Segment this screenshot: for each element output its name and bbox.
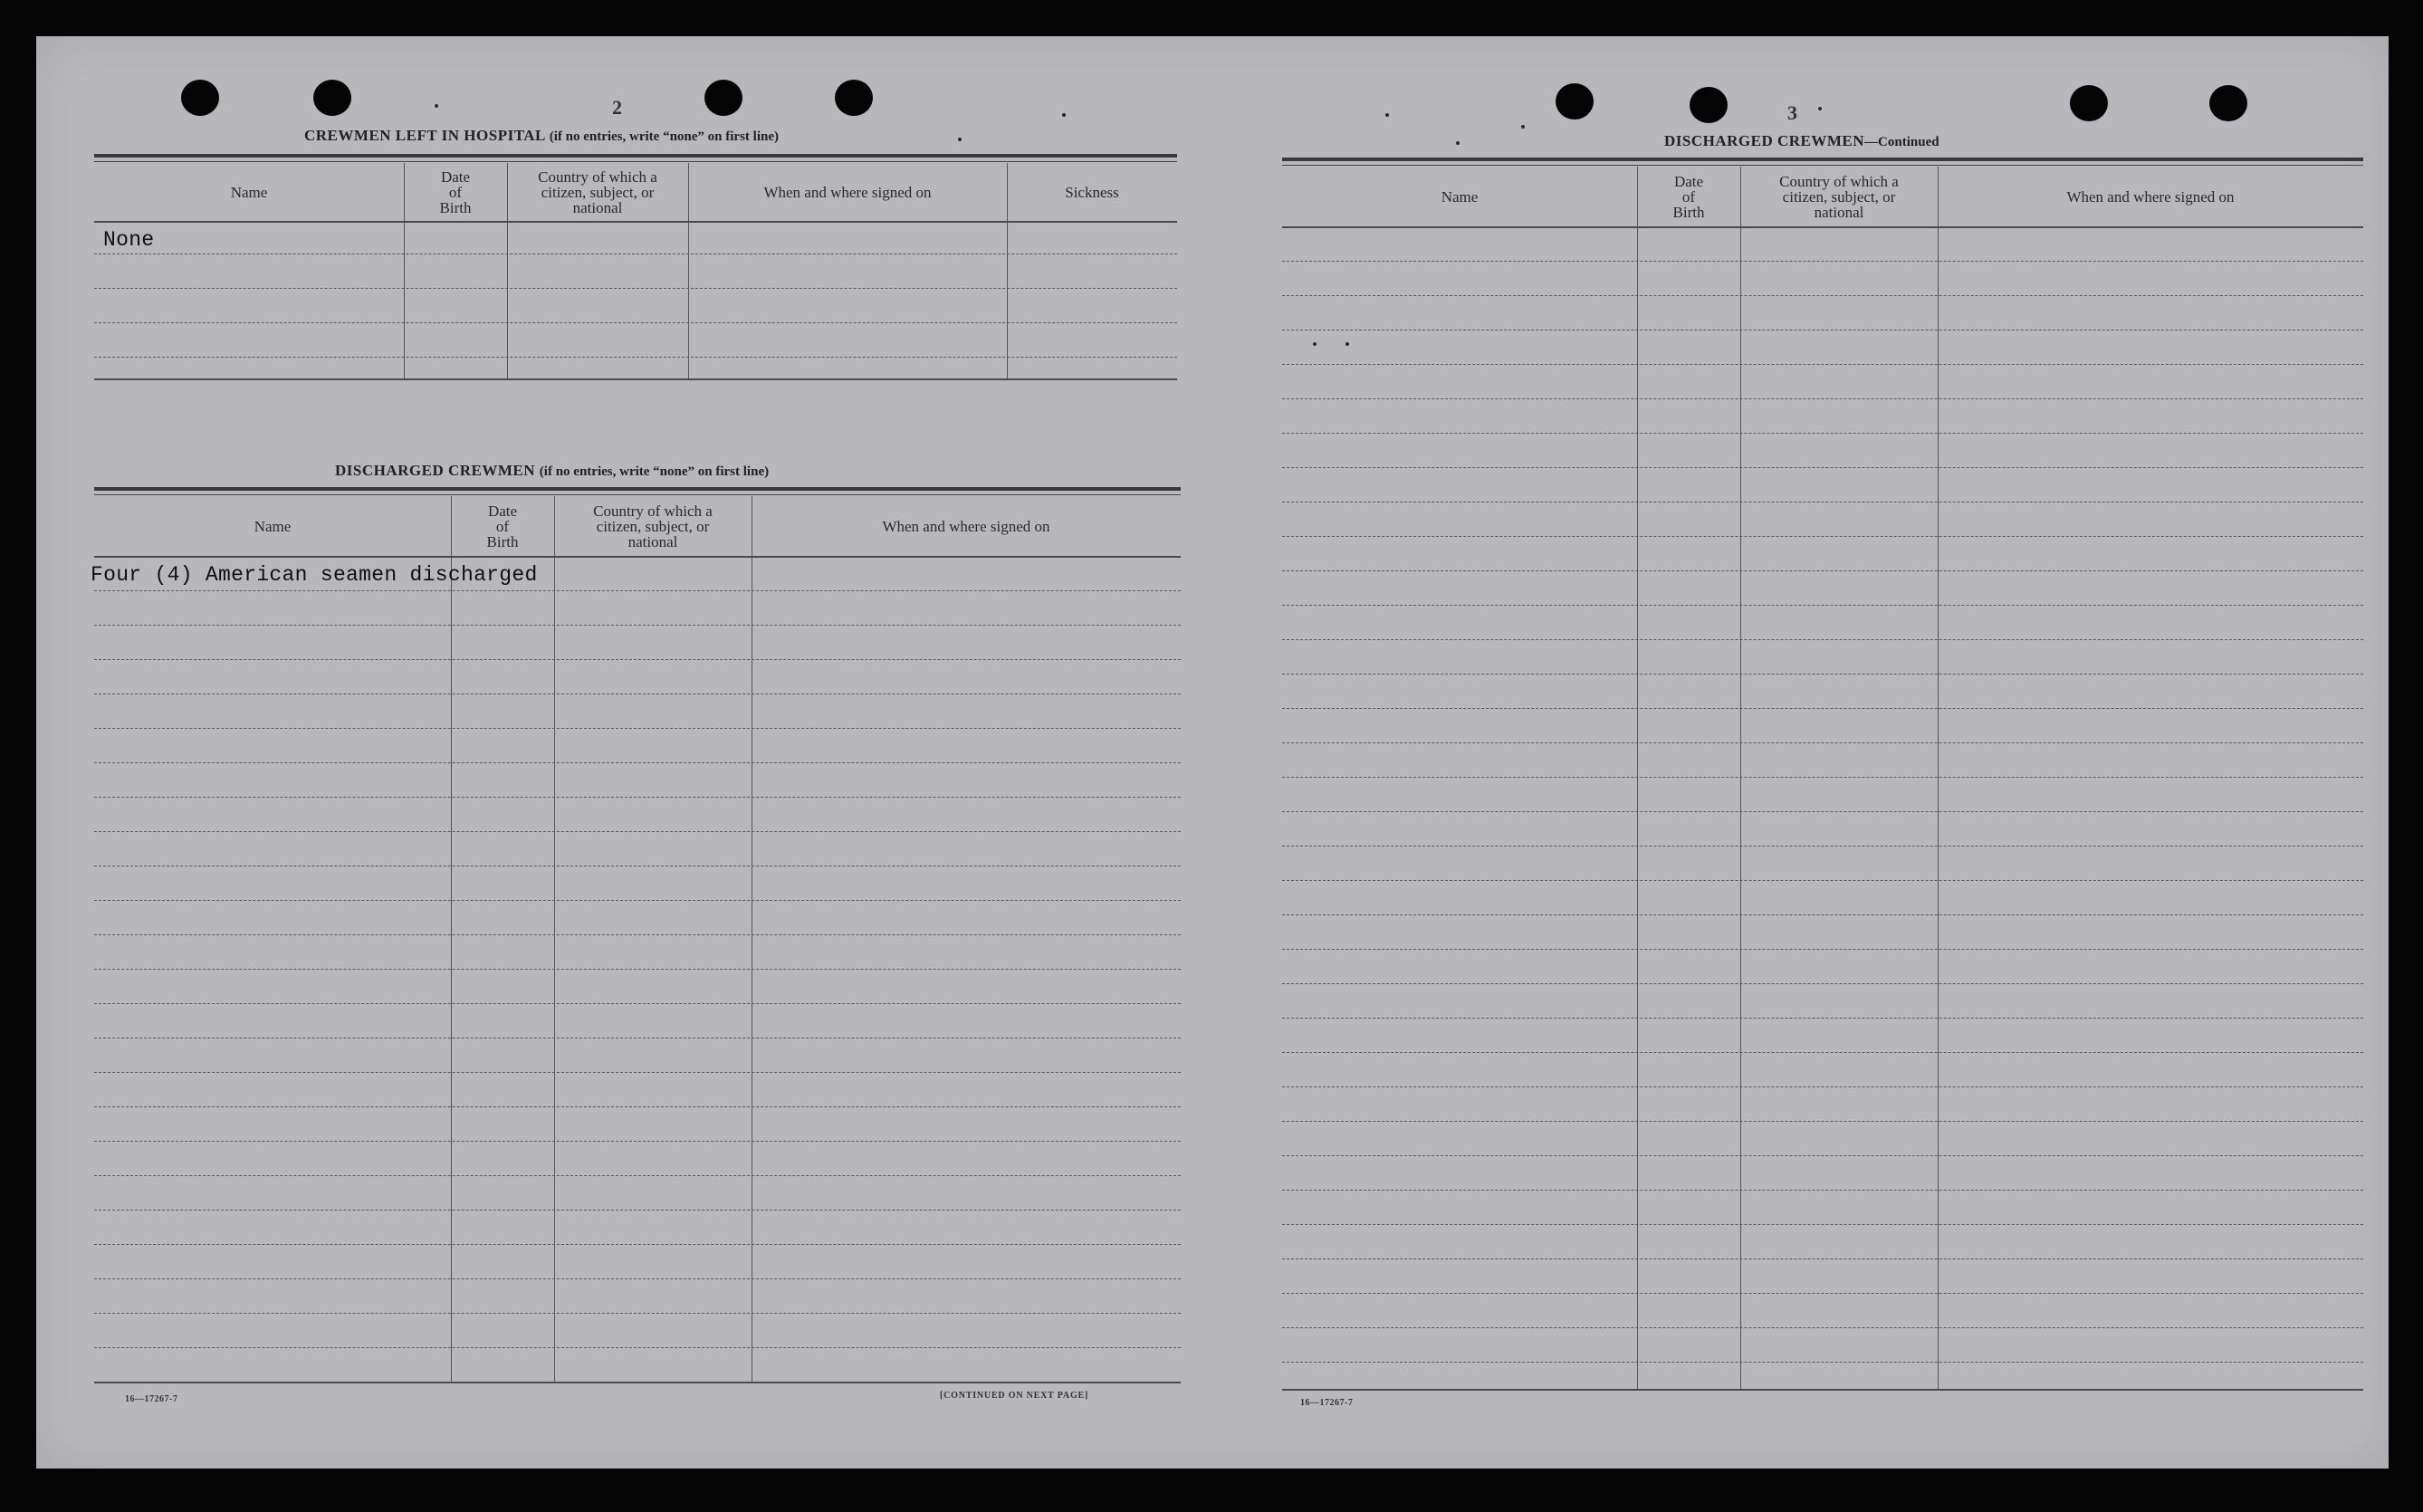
- hospital-entry: None: [103, 228, 155, 252]
- page-number: 3: [1787, 101, 1797, 124]
- col-header-country: Country of which a citizen, subject, or national: [1779, 172, 1899, 221]
- form-code: 16—17267-7: [1300, 1398, 1354, 1408]
- hospital-section-title: [304, 127, 779, 145]
- discharged-section-title: [335, 462, 769, 480]
- punch-hole: [181, 80, 219, 116]
- discharged-entry: Four (4) American seamen discharged: [91, 563, 538, 587]
- col-header-birth: Date of Birth: [486, 502, 519, 550]
- speck: [1385, 113, 1389, 117]
- discharged-top-rule-thin: [94, 494, 1181, 495]
- continued-top-rule: [1282, 158, 2363, 161]
- speck: [958, 138, 962, 141]
- hospital-table: [94, 163, 1177, 380]
- continued-title-text: DISCHARGED CREWMEN: [1664, 132, 1865, 149]
- col-header-country: Country of which a citizen, subject, or national: [593, 502, 713, 550]
- continued-top-rule-thin: [1282, 165, 2363, 166]
- continued-title-suffix: —Continued: [1864, 135, 1939, 149]
- punch-hole: [313, 80, 351, 116]
- punch-hole: [1690, 87, 1728, 123]
- punch-hole: [704, 80, 742, 116]
- punch-hole: [2070, 85, 2108, 121]
- continued-section-title: [1664, 132, 1939, 150]
- col-header-sickness: Sickness: [1065, 183, 1119, 201]
- col-header-signed-on: When and where signed on: [763, 183, 932, 201]
- speck: [1062, 113, 1066, 117]
- continued-table: [1282, 167, 2363, 1391]
- speck: [1521, 125, 1525, 129]
- hospital-title-text: CREWMEN LEFT IN HOSPITAL: [304, 127, 545, 144]
- right-page: [1213, 36, 2389, 1469]
- discharged-title-text: DISCHARGED CREWMEN: [335, 462, 536, 479]
- continued-note: [CONTINUED ON NEXT PAGE]: [940, 1391, 1089, 1401]
- speck: [435, 104, 438, 108]
- col-header-country: Country of which a citizen, subject, or national: [538, 167, 657, 216]
- speck: [1456, 141, 1460, 145]
- punch-hole: [1556, 83, 1594, 120]
- col-header-name: Name: [1441, 187, 1479, 206]
- discharged-top-rule: [94, 487, 1181, 491]
- col-header-signed-on: When and where signed on: [2066, 187, 2235, 206]
- punch-hole: [2209, 85, 2247, 121]
- col-header-birth: Date of Birth: [1672, 172, 1705, 221]
- col-header-name: Name: [254, 517, 292, 535]
- discharged-instruction: (if no entries, write “none” on first line): [539, 464, 770, 479]
- form-code: 16—17267-7: [125, 1394, 178, 1404]
- form-sheet: [36, 36, 2389, 1469]
- speck: [1818, 107, 1822, 110]
- col-header-signed-on: When and where signed on: [882, 517, 1050, 535]
- hospital-instruction: (if no entries, write “none” on first line): [549, 129, 779, 144]
- page-number: 2: [612, 96, 622, 119]
- col-header-name: Name: [230, 183, 268, 201]
- left-page: [36, 36, 1213, 1469]
- col-header-birth: Date of Birth: [439, 167, 472, 216]
- discharged-table: [94, 496, 1181, 1383]
- hospital-top-rule: [94, 154, 1177, 158]
- hospital-top-rule-thin: [94, 161, 1177, 162]
- punch-hole: [835, 80, 873, 116]
